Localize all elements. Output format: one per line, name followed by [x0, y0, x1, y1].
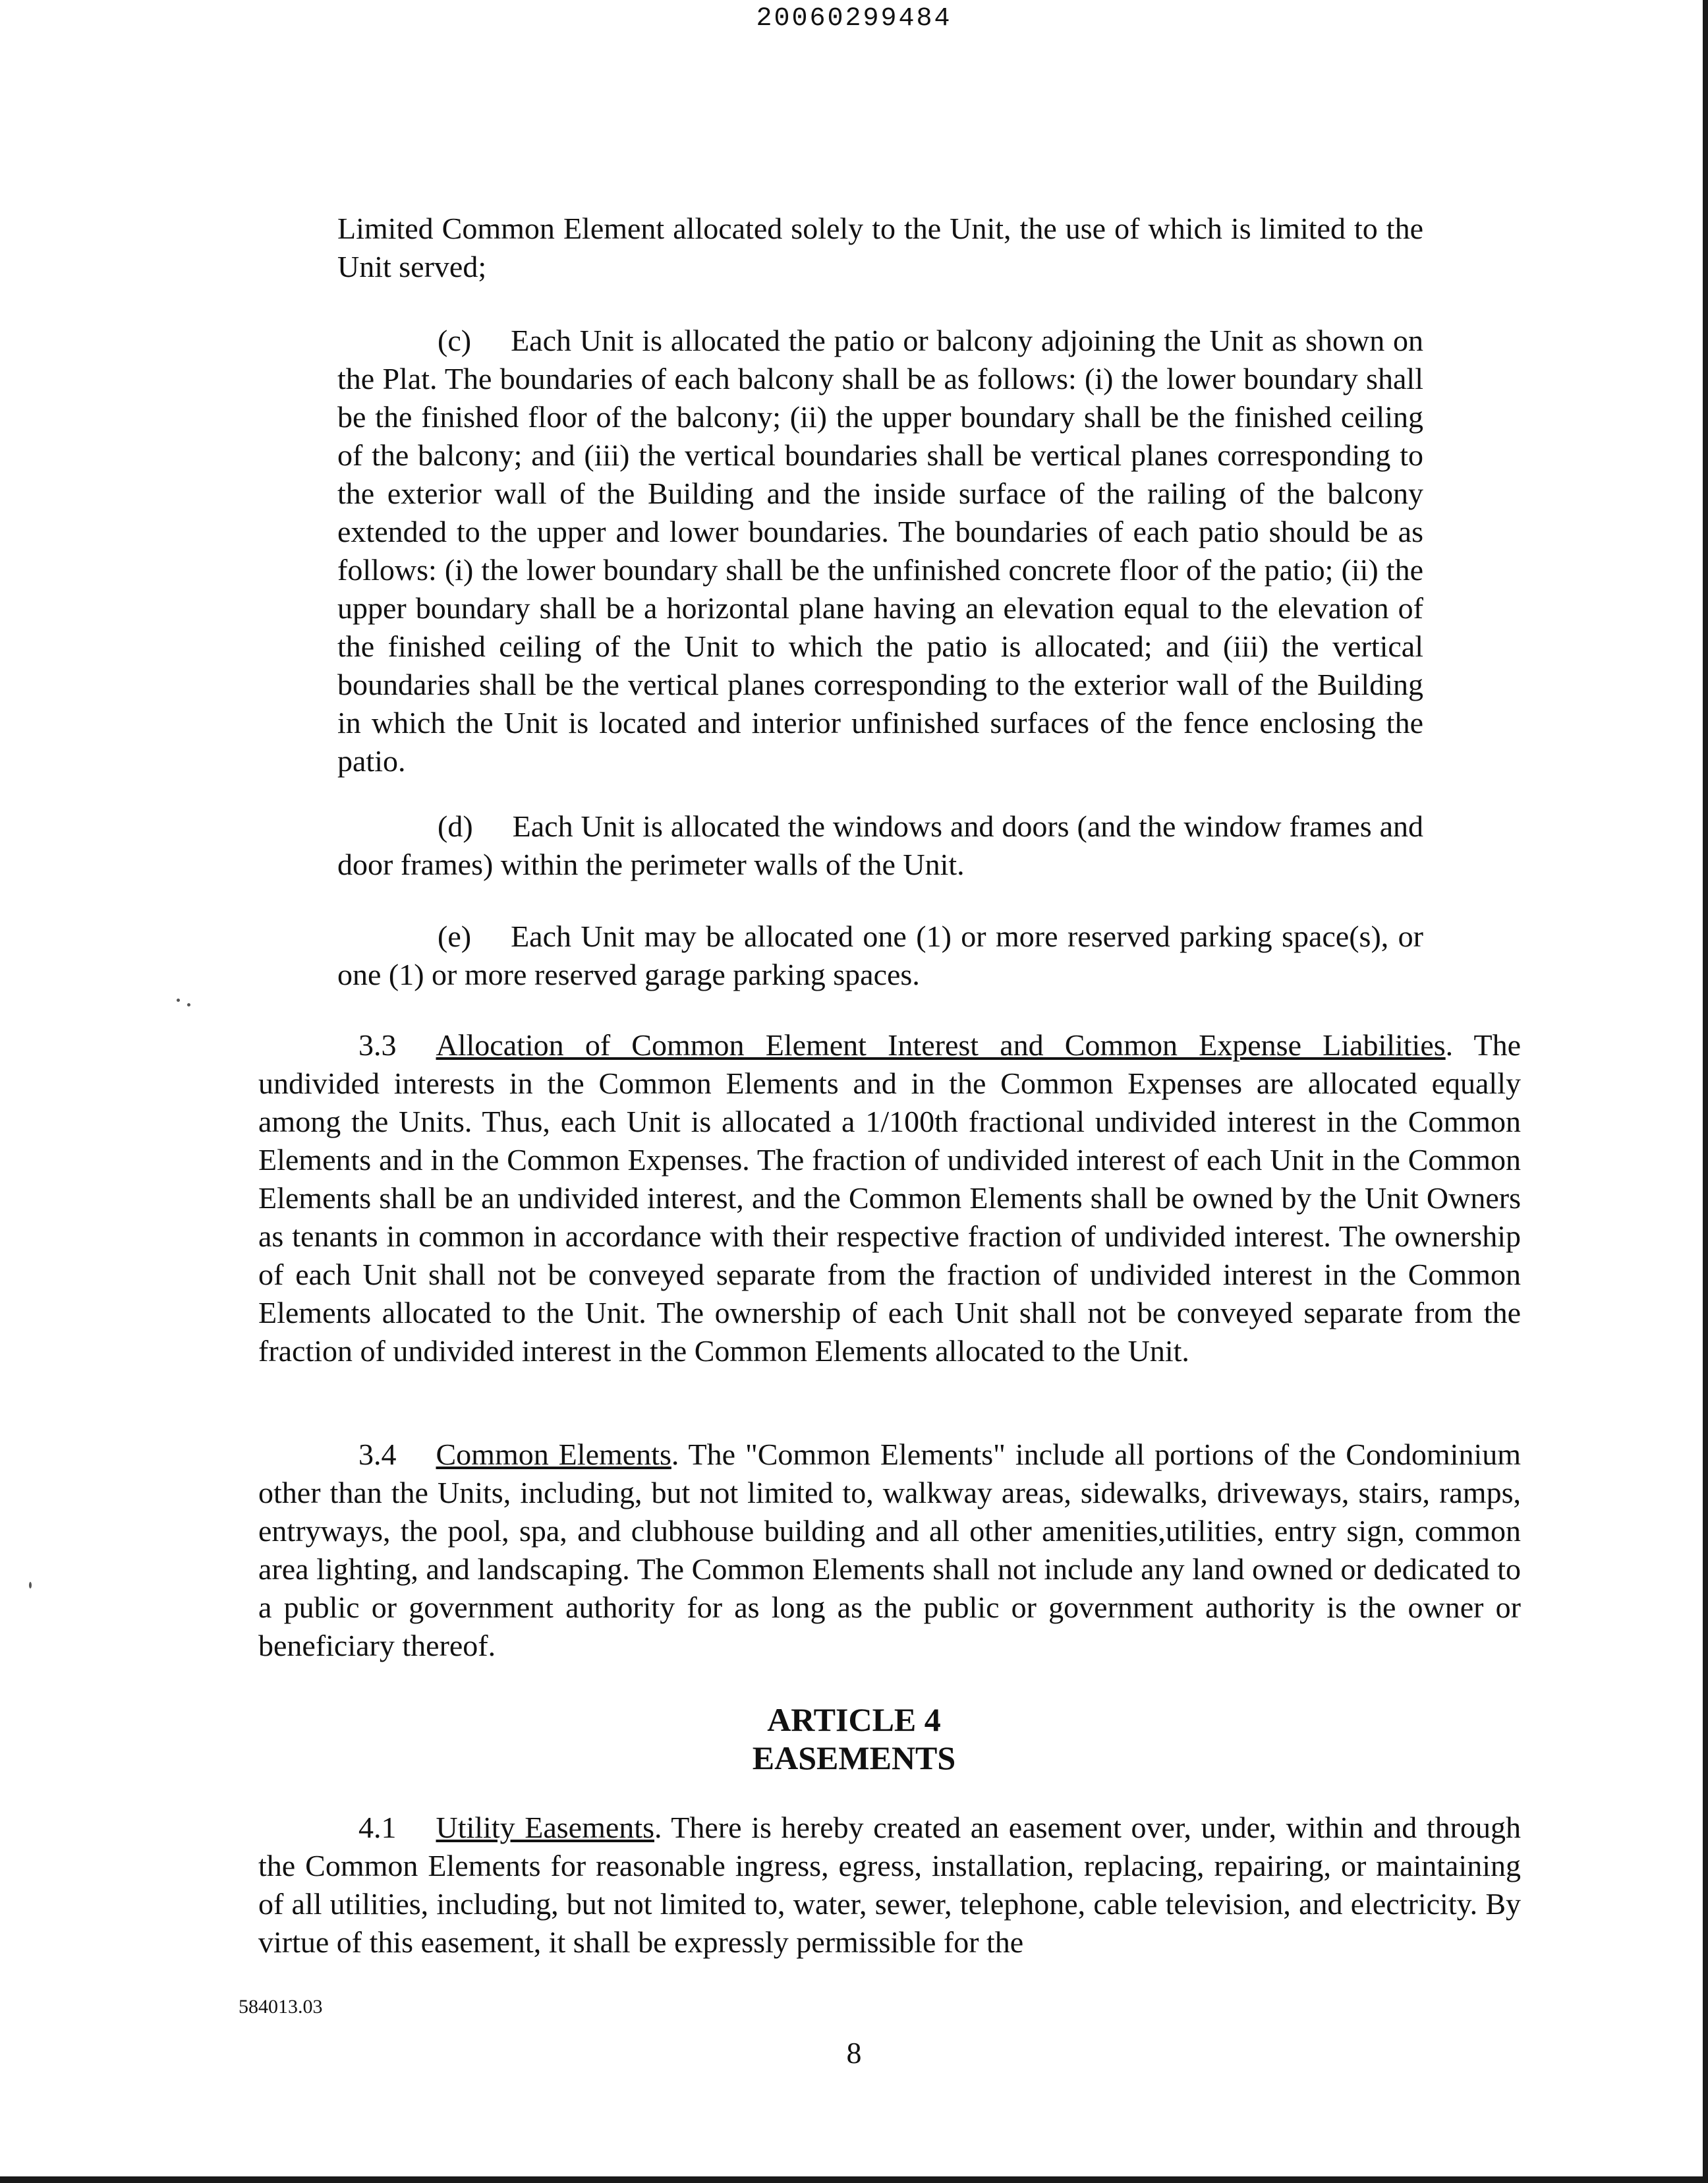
- page-number: 8: [846, 2036, 862, 2070]
- article-number: ARTICLE 4: [767, 1701, 941, 1738]
- paragraph-d: [337, 807, 1423, 884]
- section-4-1-period: .: [654, 1811, 662, 1844]
- paragraph-e: [337, 917, 1423, 994]
- paragraph-d-text: Each Unit is allocated the windows and doors (and the window frames and door frames) within the perimeter walls of the Unit.: [337, 809, 1423, 881]
- section-3-3-number: 3.3: [358, 1028, 397, 1062]
- section-4-1-text: There is hereby created an easement over, under, within and through the Common Elements for reasonable ingress, egress, installation, replacing, repairing, or maintaining of all utilities, including, but not limited to, water, sewer, telephone, cable television, and electricity. By virtue of this easement, it shall be expressly permissible for the: [258, 1811, 1521, 1959]
- section-3-4-number: 3.4: [358, 1438, 397, 1471]
- scan-speck: [187, 1003, 190, 1006]
- section-3-3-text: The undivided interests in the Common Elements and in the Common Expenses are allocated equally among the Units. Thus, each Unit is allocated a 1/100th fractional undivided interest in the Common Elements and in the Common Expenses. The fraction of undivided interest of each Unit in the Common Elements shall be an undivided interest, and the Common Elements shall be owned by the Unit Owners as tenants in common in accordance with their respective fraction of undivided interest. The ownership of each Unit shall not be conveyed separate from the fraction of undivided interest in the Common Elements allocated to the Unit. The ownership of each Unit shall not be conveyed separate from the fraction of undivided interest in the Common Elements allocated to the Unit.: [258, 1028, 1522, 1368]
- section-3-4-period: .: [671, 1438, 679, 1471]
- page-border-right: [1703, 0, 1708, 2183]
- paragraph-c: [337, 322, 1423, 780]
- section-4-1: [258, 1809, 1521, 1962]
- paragraph-c-label: (c): [438, 324, 472, 357]
- section-3-3: [258, 1026, 1521, 1370]
- section-3-3-title: Allocation of Common Element Interest and Common Expense Liabilities: [436, 1028, 1446, 1062]
- section-3-4-title: Common Elements: [436, 1438, 671, 1471]
- section-3-4-text: The "Common Elements" include all portions of the Condominium other than the Units, including, but not limited to, walkway areas, sidewalks, driveways, stairs, ramps, entryways, the pool, spa, and clubhouse building and all other amenities,utilities, entry sign, common area lighting, and landscaping. The Common Elements shall not include any land owned or dedicated to a public or government authority for as long as the public or government authority is the owner or beneficiary thereof.: [258, 1438, 1522, 1662]
- section-3-4: [258, 1436, 1521, 1665]
- section-3-3-period: .: [1445, 1028, 1454, 1062]
- paragraph-e-label: (e): [438, 919, 472, 953]
- scan-speck: [29, 1582, 32, 1588]
- paragraph-c-text: Each Unit is allocated the patio or balcony adjoining the Unit as shown on the Plat. The boundaries of each balcony shall be as follows: (i) the lower boundary shall be the finished floor of the balcony; (ii) the upper boundary shall be the finished ceiling of the balcony; and (iii) the vertical boundaries shall be vertical planes corresponding to the exterior wall of the Building and the inside surface of the railing of the balcony extended to the upper and lower boundaries. The boundaries of each patio should be as follows: (i) the lower boundary shall be the unfinished concrete floor of the patio; (ii) the upper boundary shall be a horizontal plane having an elevation equal to the elevation of the finished ceiling of the Unit to which the patio is allocated; and (iii) the vertical boundaries shall be the vertical planes corresponding to the exterior wall of the Building in which the Unit is located and interior unfinished surfaces of the fence enclosing the patio.: [337, 324, 1423, 778]
- article-title: EASEMENTS: [752, 1739, 956, 1776]
- page-border-bottom: [0, 2176, 1708, 2183]
- document-number: 20060299484: [756, 4, 952, 34]
- footer-document-id: 584013.03: [239, 1996, 323, 2018]
- scan-speck: [177, 999, 180, 1002]
- section-4-1-number: 4.1: [358, 1811, 397, 1844]
- paragraph-limited-common-element: Limited Common Element allocated solely to the Unit, the use of which is limited to the Unit served;: [337, 212, 1423, 283]
- section-4-1-title: Utility Easements: [436, 1811, 654, 1844]
- paragraph-e-text: Each Unit may be allocated one (1) or more reserved parking space(s), or one (1) or more reserved garage parking spaces.: [337, 919, 1423, 991]
- paragraph-d-label: (d): [438, 809, 473, 843]
